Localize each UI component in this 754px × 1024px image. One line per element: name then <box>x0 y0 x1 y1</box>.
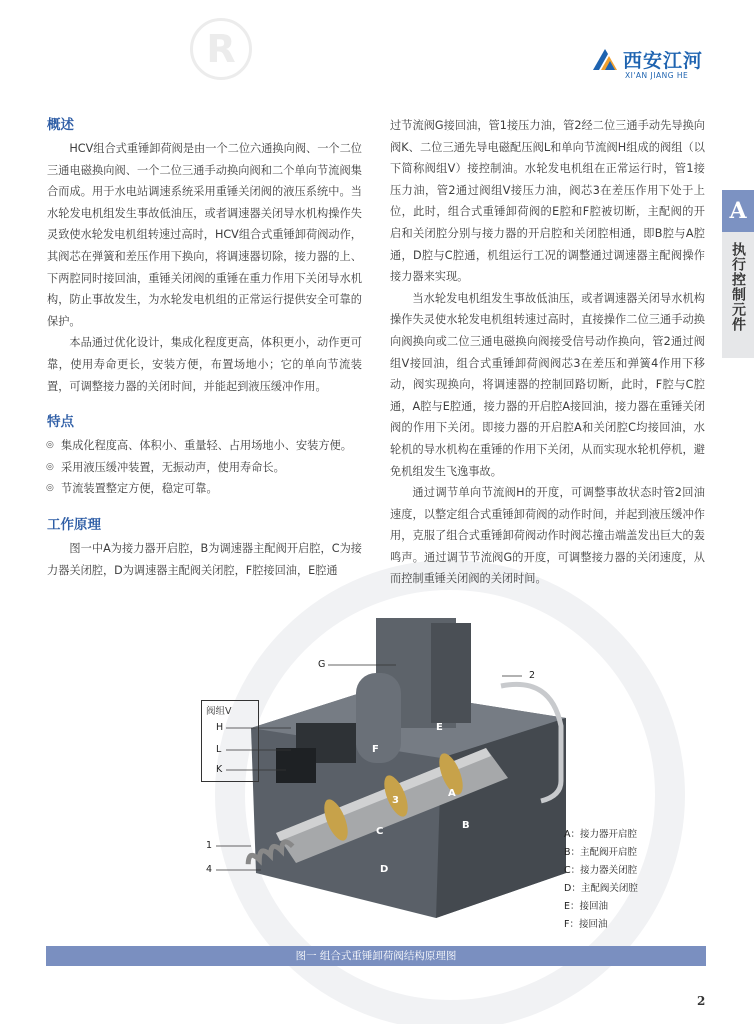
section-title: 执行控制元件 <box>730 242 746 332</box>
label-h: H <box>216 722 224 733</box>
feature-item: ◎ 节流装置整定方便，稳定可靠。 <box>47 478 362 500</box>
feature-item: ◎ 集成化程度高、体积小、重量轻、占用场地小、安装方便。 <box>47 435 362 457</box>
principle-paragraph-1-continued: 过节流阀G接回油，管1接压力油，管2经二位三通手动先导换向阀K、二位三通先导电磁配压阀L和单向节流阀H组成的阀组（以下简称阀组V）接控制油。水轮发电机组在正常运行时，管1接压力油，管2通过阀组V接压力油，阀芯3在差压作用下处于上位，此时，组合式重锤卸荷阀的E腔和F腔被切断，主配阀的开启和关闭腔分别与接力器的开启腔和关闭腔相通，即B腔与A腔通，D腔与C腔通，机组运行工况的调整通过调速器主配阀操作接力器来实现。 <box>390 119 705 284</box>
principle-paragraph-3: 通过调节单向节流阀H的开度，可调整事故状态时管2回油速度，以整定组合式重锤卸荷阀的动作时间，并起到液压缓冲作用，克服了组合式重锤卸荷阀动作时阀芯撞击端盖发出巨大的轰鸣声。通过调节节流阀G的开度，可调整接力器的关闭速度，从而控制重锤关闭阀的关闭时间。 <box>390 486 705 586</box>
right-column <box>390 115 705 590</box>
label-b: B <box>462 820 470 831</box>
legend-item: C：接力器关闭腔 <box>564 865 638 876</box>
section-side-tab <box>722 190 754 358</box>
principle-heading: 工作原理 <box>47 516 101 533</box>
features-list <box>47 435 362 500</box>
legend-item: D：主配阀关闭腔 <box>564 883 638 894</box>
label-c: C <box>376 826 384 837</box>
feature-item: ◎ 采用液压缓冲装置，无振动声，使用寿命长。 <box>47 457 362 479</box>
valve-group-box <box>201 700 259 782</box>
label-2: 2 <box>529 670 536 681</box>
label-g: G <box>318 659 326 670</box>
overview-paragraph-2: 本品通过优化设计，集成化程度更高，体积更小，动作更可靠，使用寿命更长，安装方便，布置场地小；它的单向节流装置，可调整接力器的关闭时间，并能起到液压缓冲作用。 <box>47 336 362 393</box>
figure-caption: 图一 组合式重锤卸荷阀结构原理图 <box>46 946 706 966</box>
label-a: A <box>448 788 456 799</box>
label-1: 1 <box>206 840 213 851</box>
logo-english-name: XI'AN JIANG HE <box>625 71 689 80</box>
valve-illustration <box>46 608 706 946</box>
legend-item: B：主配阀开启腔 <box>564 847 638 858</box>
legend-item: E：接回油 <box>564 901 609 912</box>
overview-heading: 概述 <box>47 117 74 133</box>
legend-item: F：接回油 <box>564 919 608 930</box>
figure-legend <box>564 826 638 934</box>
structure-figure <box>46 608 706 965</box>
overview-paragraph-1: HCV组合式重锤卸荷阀是由一个二位六通换向阀、一个二位三通电磁换向阀、一个二位三通手动换向阀和二个单向节流阀集合而成。用于水电站调速系统采用重锤关闭阀的液压系统中。当水轮发电机组发生事故低油压，或者调速器关闭导水机构操作失灵致使水轮发电机组转速过高时，HCV组合式重锤卸荷阀动作，其阀芯在弹簧和差压作用下换向，将调速器切除，接力器的上、下两腔同时接回油，重锤关闭阀的重锤在重力作用下关闭导水机构，防止事故发生，为水轮发电机组的正常运行提供安全可靠的保护。 <box>47 142 362 328</box>
valve-group-title: 阀组V <box>206 706 232 717</box>
section-letter: A <box>722 190 754 232</box>
registered-watermark-icon: R <box>190 18 252 80</box>
label-d: D <box>380 864 389 875</box>
logo-chinese-name: 西安江河 <box>623 50 704 72</box>
logo-mark-icon <box>591 46 619 74</box>
label-4: 4 <box>206 864 213 875</box>
legend-item: A：接力器开启腔 <box>564 829 637 840</box>
label-l: L <box>216 744 222 755</box>
left-column <box>47 114 362 581</box>
label-k: K <box>216 764 223 775</box>
principle-paragraph-2: 当水轮发电机组发生事故低油压，或者调速器关闭导水机构操作失灵使水轮发电机组转速过高时，直接操作二位三通手动换向阀换向或二位三通电磁换向阀接受信号动作换向，管2通过阀组V接回油，组合式重锤卸荷阀阀芯3在差压和弹簧4作用下移动，阀实现换向，将调速器的控制回路切断，此时，F腔与C腔通，A腔与E腔通，接力器的开启腔A接回油，接力器在重锤关闭阀的作用下关闭。即接力器的开启腔A和关闭腔C均接回油，水轮机的导水机构在重锤的作用下关闭，从而实现水轮机停机，避免机组发生飞逸事故。 <box>390 291 705 478</box>
label-e: E <box>436 722 443 733</box>
label-f: F <box>372 744 379 755</box>
features-heading: 特点 <box>47 414 74 431</box>
page-number: 2 <box>697 994 706 1008</box>
label-3: 3 <box>392 795 399 806</box>
principle-paragraph-1: 图一中A为接力器开启腔，B为调速器主配阀开启腔，C为接力器关闭腔，D为调速器主配阀关闭腔，F腔接回油，E腔通 <box>47 541 362 577</box>
company-logo <box>591 44 721 84</box>
